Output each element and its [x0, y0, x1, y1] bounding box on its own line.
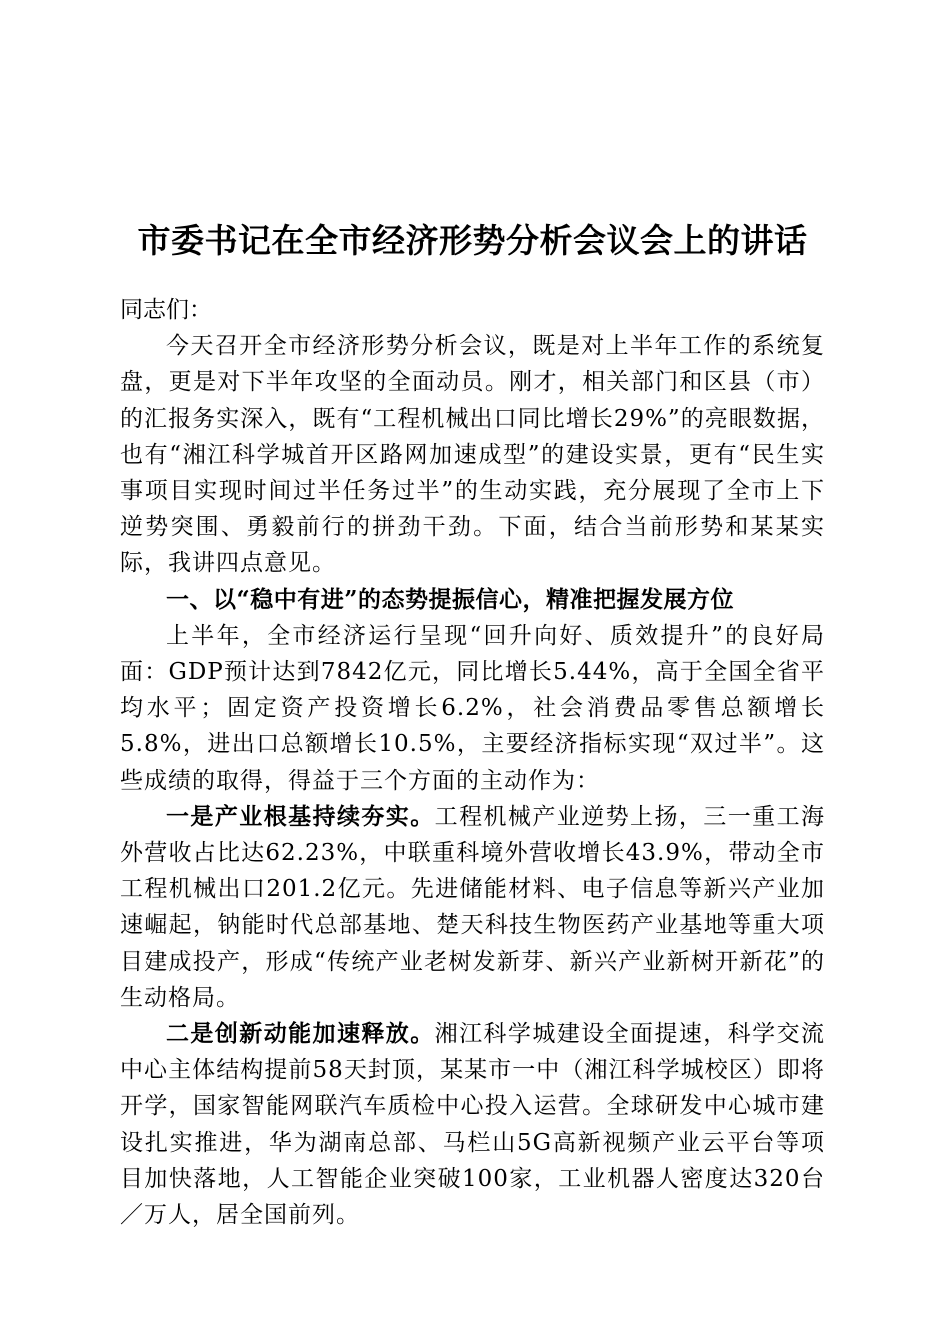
- section-1-heading: 一、以“稳中有进”的态势提振信心，精准把握发展方位: [166, 585, 734, 613]
- document-title: 市委书记在全市经济形势分析会议会上的讲话: [137, 221, 808, 261]
- document-body: [120, 292, 825, 1233]
- point-2-text: 湘江科学城建设全面提速，科学交流中心主体结构提前58天封顶，某某市一中（湘江科学城校区）即将开学，国家智能网联汽车质检中心投入运营。全球研发中心城市建设扎实推进，华为湖南总部、马栏山5G高新视频产业云平台等项目加快落地，人工智能企业突破100家，工业机器人密度达320台／万人，居全国前列。: [120, 1021, 826, 1229]
- section-1-paragraph: 上半年，全市经济运行呈现“回升向好、质效提升”的良好局面：GDP预计达到7842亿元，同比增长5.44%，高于全国全省平均水平；固定资产投资增长6.2%，社会消费品零售总额增长5.8%，进出口总额增长10.5%，主要经济指标实现“双过半”。这些成绩的取得，得益于三个方面的主动作为：: [120, 622, 825, 794]
- point-2-paragraph: [120, 1016, 825, 1233]
- point-1-lead: 一是产业根基持续夯实。: [166, 802, 435, 830]
- point-1-paragraph: [120, 799, 825, 1016]
- point-2-lead: 二是创新动能加速释放。: [166, 1020, 435, 1048]
- point-1-text: 工程机械产业逆势上扬，三一重工海外营收占比达62.23%，中联重科境外营收增长43.9%，带动全市工程机械出口201.2亿元。先进储能材料、电子信息等新兴产业加速崛起，钠能时代总部基地、楚天科技生物医药产业基地等重大项目建成投产，形成“传统产业老树发新芽、新兴产业新树开新花”的生动格局。: [120, 803, 826, 1011]
- intro-paragraph: 今天召开全市经济形势分析会议，既是对上半年工作的系统复盘，更是对下半年攻坚的全面动员。刚才，相关部门和区县（市）的汇报务实深入，既有“工程机械出口同比增长29%”的亮眼数据，也有“湘江科学城首开区路网加速成型”的建设实景，更有“民生实事项目实现时间过半任务过半”的生动实践，充分展现了全市上下逆势突围、勇毅前行的拼劲干劲。下面，结合当前形势和某某实际，我讲四点意见。: [120, 333, 825, 577]
- salutation: 同志们：: [120, 297, 212, 323]
